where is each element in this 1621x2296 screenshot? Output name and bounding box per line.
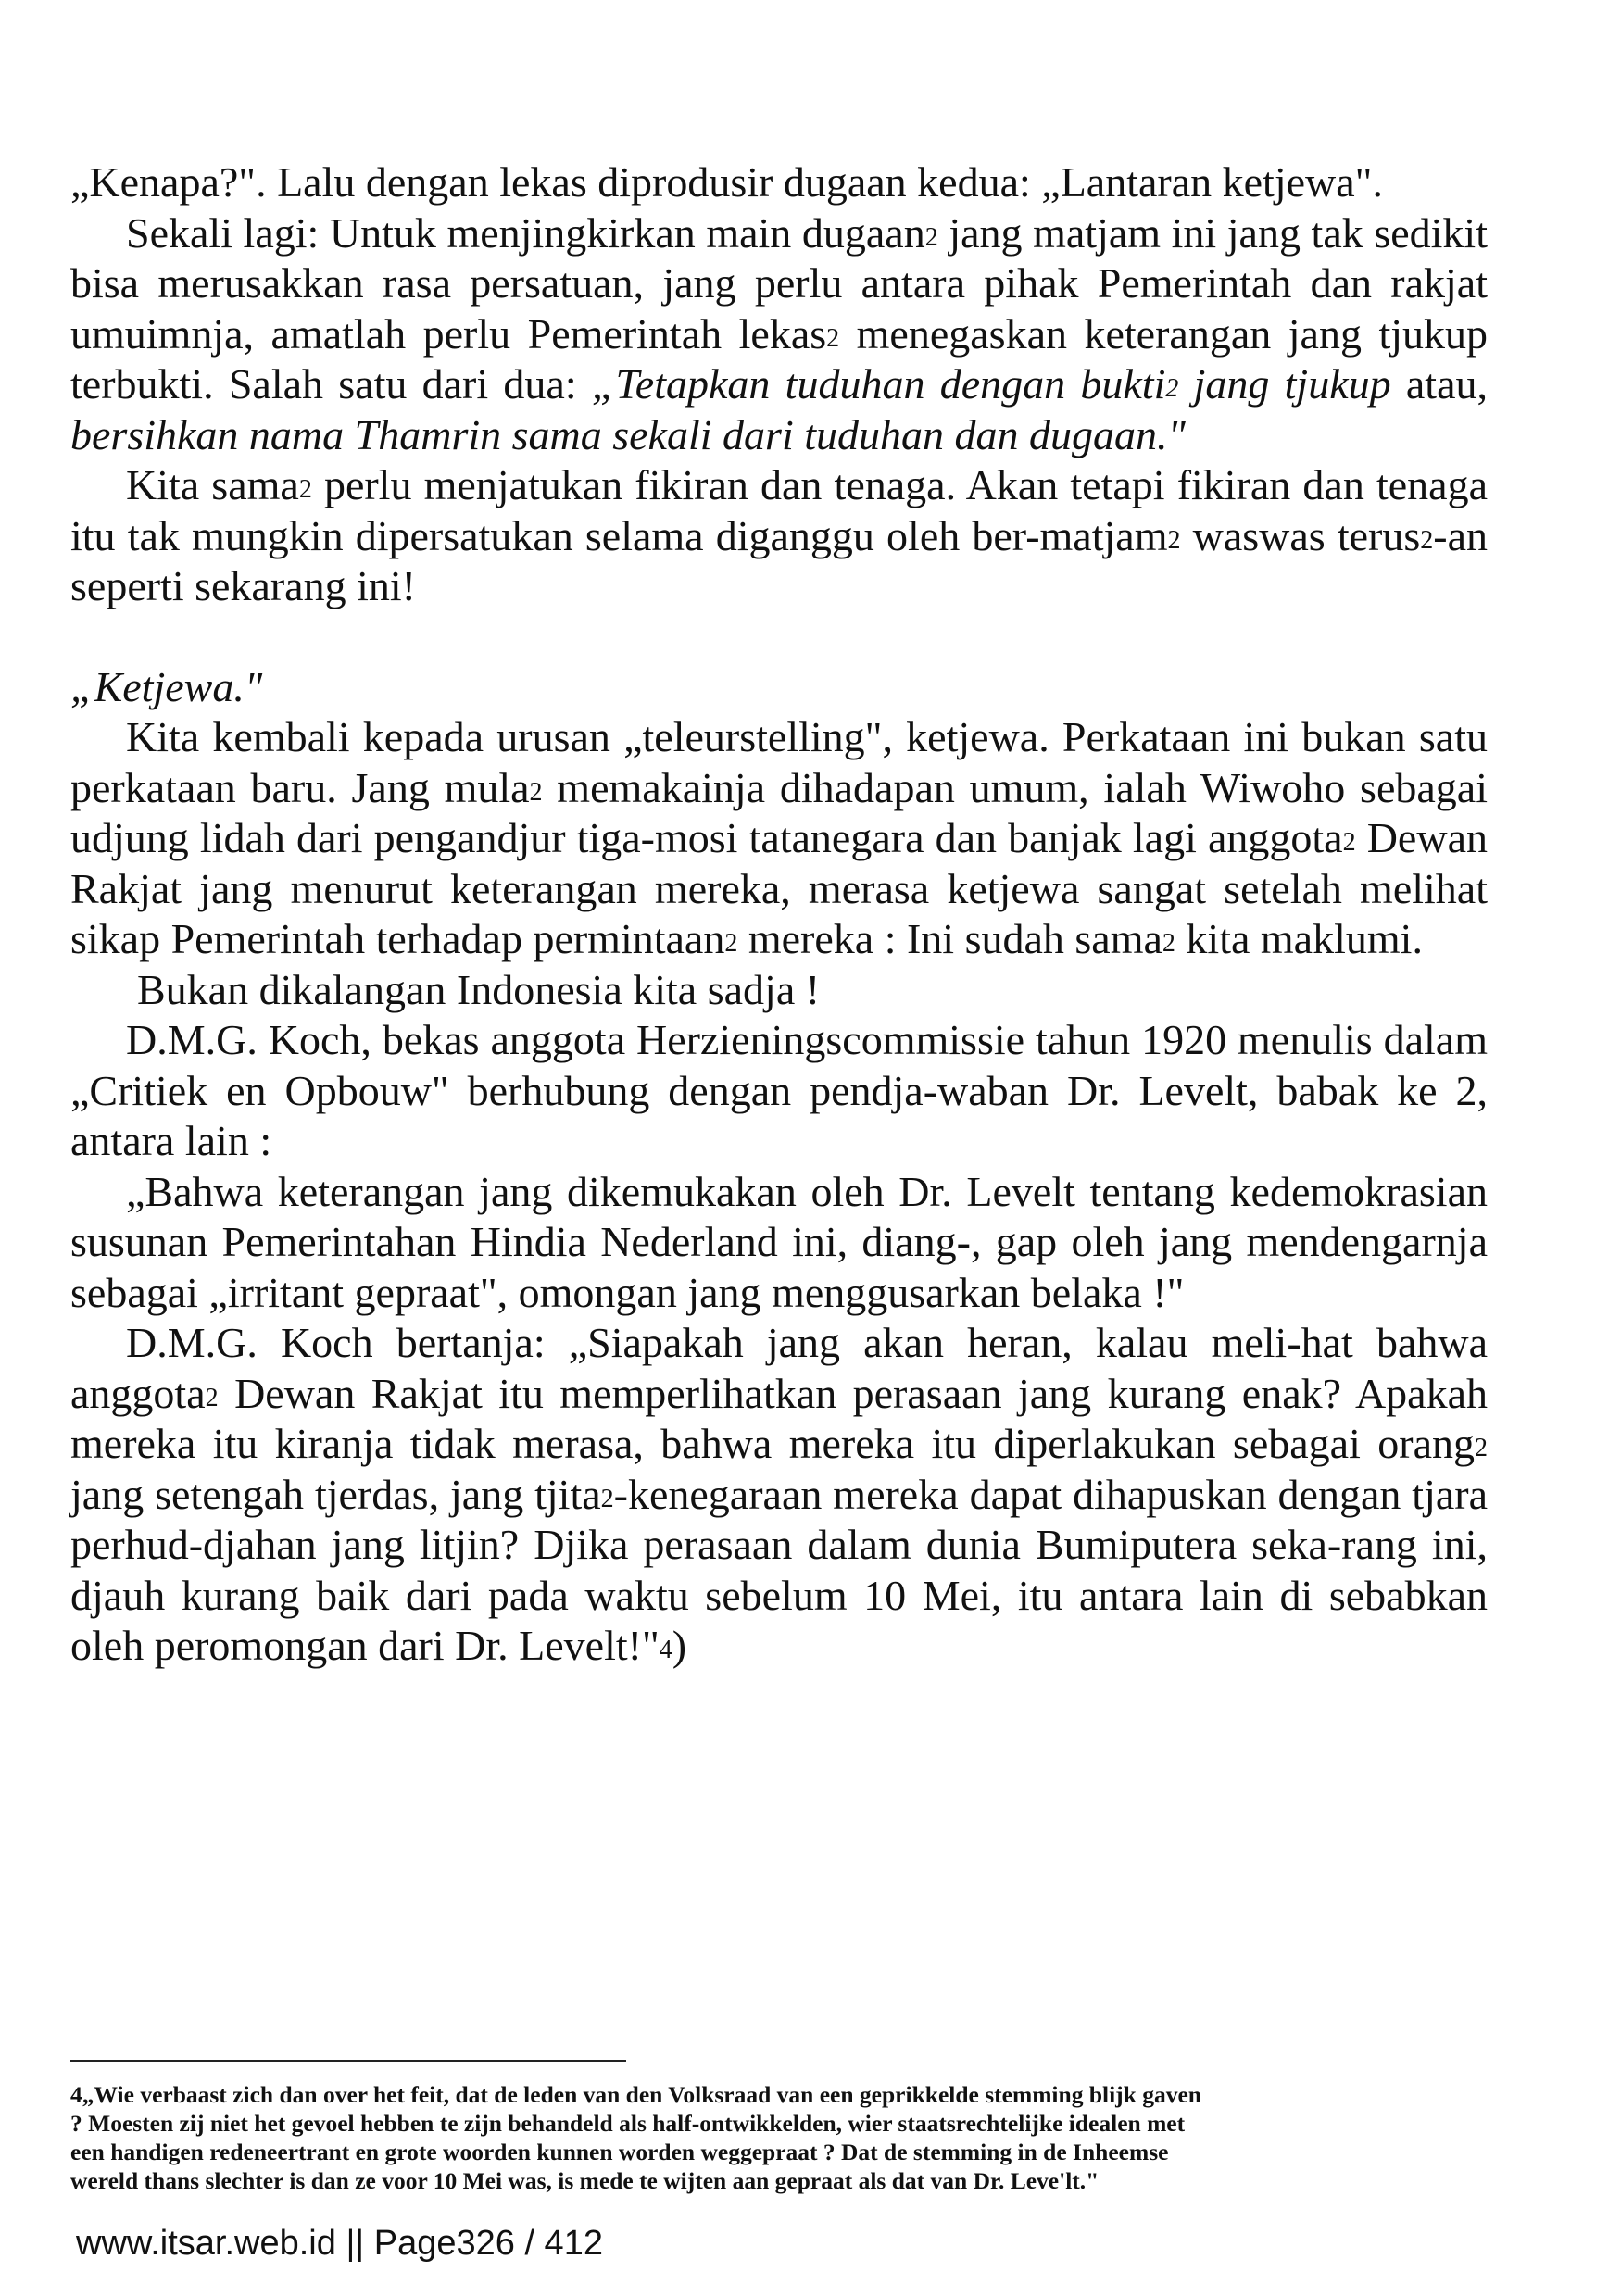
italic-text: jang tjukup — [1178, 360, 1391, 408]
text-run: kita maklumi. — [1175, 915, 1423, 962]
paragraph — [70, 965, 1488, 1016]
text-run: Sekali lagi: Untuk menjingkirkan main dugaan — [126, 208, 925, 257]
paragraph — [70, 712, 1488, 965]
text-run: waswas terus — [1180, 511, 1421, 559]
superscript-mark: 2 — [298, 475, 312, 504]
superscript-mark: 2 — [1342, 828, 1356, 857]
text-run: mereka : Ini sudah sama — [737, 915, 1162, 962]
paragraph — [70, 1167, 1488, 1319]
paragraph — [70, 460, 1488, 612]
text-run: atau, — [1390, 360, 1488, 408]
text-run: Bukan dikalangan Indonesia kita sadja ! — [137, 965, 821, 1013]
superscript-mark: 2 — [529, 777, 543, 807]
paragraph-spacer — [70, 612, 1488, 662]
italic-text: bersihkan nama Thamrin sama sekali dari tuduhan dan dugaan." — [70, 410, 1186, 458]
page-footer: www.itsar.web.id || Page326 / 412 — [76, 2224, 603, 2263]
superscript-mark: 4 — [659, 1636, 672, 1664]
document-body — [70, 157, 1488, 1672]
superscript-mark: 2 — [1162, 929, 1175, 958]
superscript-mark: 2 — [1420, 525, 1434, 555]
text-run: memakainja dihadapan umum, ialah Wiwoho sebagai udjung lidah dari pengandjur tiga-mosi tatanegara dan banjak lagi anggota — [70, 763, 1488, 861]
superscript-mark: 2 — [1475, 1434, 1488, 1462]
paragraph — [70, 1318, 1488, 1672]
text-run: „Bahwa keterangan jang dikemukakan oleh Dr. Levelt tentang kedemokrasian susunan Pemerintahan Hindia Nederland ini, diang-, gap oleh jang mendengarnja sebagai „irritant gepraat", omongan jang menggusarkan belaka !" — [70, 1167, 1488, 1316]
superscript-mark: 2 — [724, 929, 738, 958]
italic-text: „Ketjewa." — [70, 662, 263, 710]
paragraph — [70, 662, 1488, 713]
text-run: Kita sama — [126, 461, 299, 508]
paragraph — [70, 1015, 1488, 1167]
text-run: Dewan Rakjat jang menurut keterangan mereka, merasa ketjewa sangat setelah melihat sikap Pemerintah terhadap permintaan — [70, 814, 1488, 962]
text-run: menegaskan keterangan jang tjukup terbukti. Salah satu dari dua: — [70, 309, 1488, 408]
paragraph — [70, 208, 1488, 461]
text-run: -kenegaraan mereka dapat dihapuskan dengan tjara perhud-djahan jang litjin? Djika perasaan dalam dunia Bumiputera seka-rang ini, djauh kurang baik dari pada waktu sebelum 10 Mei, itu antara lain di sebabkan oleh peromongan dari Dr. Levelt!" — [70, 1470, 1488, 1669]
text-run: Kita kembali kepada urusan „teleurstelling", ketjewa. Perkataan ini bukan satu perkataan baru. Jang mula — [70, 713, 1488, 811]
text-run: D.M.G. Koch, bekas anggota Herzieningscommissie tahun 1920 menulis dalam „Critiek en Opbouw" berhubung dengan pendja-waban Dr. Levelt, babak ke 2, antara lain : — [70, 1016, 1488, 1164]
superscript-mark: 2 — [1167, 525, 1181, 555]
text-run: ) — [672, 1622, 687, 1669]
text-run: perlu menjatukan fikiran dan tenaga. Akan tetapi fikiran dan tenaga itu tak mungkin dipersatukan selama diganggu oleh ber-matjam — [70, 461, 1488, 559]
text-run: „Kenapa?". Lalu dengan lekas diprodusir dugaan kedua: „Lantaran ketjewa". — [70, 158, 1383, 206]
footnote-divider — [70, 2060, 626, 2062]
text-run: jang setengah tjerdas, jang tjita — [70, 1470, 601, 1518]
text-run: jang matjam ini jang tak sedikit bisa merusakkan rasa persatuan, jang perlu antara pihak Pemerintah dan rakjat umuimnja, amatlah perlu Pemerintah lekas — [70, 208, 1488, 358]
italic-text: „Tetapkan tuduhan dengan bukti — [591, 360, 1166, 408]
text-run: Dewan Rakjat itu memperlihatkan perasaan jang kurang enak? Apakah mereka itu kiranja tidak merasa, bahwa mereka itu diperlakukan sebagai orang — [70, 1369, 1488, 1467]
superscript-mark: 2 — [826, 323, 840, 353]
superscript-mark: 2 — [205, 1383, 219, 1412]
text-run: -an seperti sekarang ini! — [70, 511, 1488, 609]
superscript-mark: 2 — [924, 222, 938, 252]
superscript-mark: 2 — [1165, 374, 1179, 403]
paragraph — [70, 157, 1488, 208]
superscript-mark: 2 — [600, 1484, 614, 1513]
footnote-4: 4„Wie verbaast zich dan over het feit, dat de leden van den Volksraad van een geprikkelde stemming blijk gaven ? Moesten zij niet het gevoel hebben te zijn behandeld als half-ontwikkelden, wier staatsrechtelijke idealen met een handigen redeneertrant en grote woorden kunnen worden weggepraat ? Dat de stemming in de Inheemse wereld thans slechter is dan ze voor 10 Mei was, is mede te wijten aan gepraat als dat van Dr. Leve'lt." — [70, 2081, 1201, 2194]
text-run: D.M.G. Koch bertanja: „Siapakah jang akan heran, kalau meli-hat bahwa anggota — [70, 1319, 1488, 1417]
